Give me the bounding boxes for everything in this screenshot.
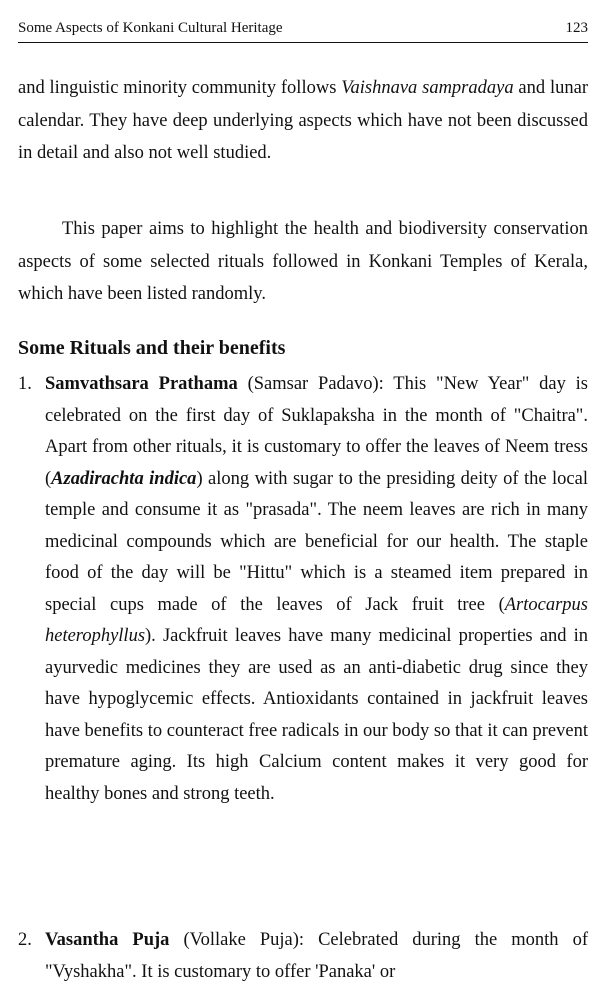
scientific-name: Azadirachta indica: [51, 468, 197, 489]
intro-term-vaishnava: Vaishnava sampradaya: [341, 78, 514, 98]
header-rule: [18, 42, 588, 43]
list-item-text: (Vollake Puja): Celebrated during the month of "Vyshakha". It is customary to offer 'Panaka' or: [45, 930, 588, 982]
list-item-term: Samvathsara Prathama: [45, 374, 238, 394]
scientific-name: Artocarpus heterophyllus: [45, 594, 588, 646]
section-heading: Some Rituals and their benefits: [18, 337, 286, 359]
list-item-number: 2.: [18, 930, 32, 950]
intro-text-1: and linguistic minority community follows: [18, 78, 342, 98]
running-head-title: Some Aspects of Konkani Cultural Heritage: [18, 20, 283, 36]
list-item-number: 1.: [18, 374, 32, 394]
aim-paragraph: This paper aims to highlight the health and biodiversity conservation aspects of some selected rituals followed in Konkani Temples of Kerala, which have been listed randomly.: [18, 219, 588, 304]
list-item-term: Vasantha Puja: [45, 930, 170, 950]
list-item-text: ) along with sugar to the presiding deity of the local temple and consume it as "prasada". The neem leaves are rich in many medicinal compounds which are beneficial for our health. The staple food of the day will be "Hittu" which is a steamed item prepared in special cups made of the leaves of Jack fruit tree (: [45, 468, 588, 615]
list-item-text: ). Jackfruit leaves have many medicinal properties and in ayurvedic medicines they are used as an anti-diabetic drug since they have hypoglycemic effects. Antioxidants contained in jackfruit leaves have benefits to counteract free radicals in our body so that it can prevent premature aging. Its high Calcium content makes it very good for healthy bones and strong teeth.: [45, 626, 588, 804]
list-item: [18, 925, 588, 988]
list-item-text: (Samsar Padavo): This "New Year" day is celebrated on the first day of Suklapaksha in the month of "Chaitra". Apart from other rituals, it is customary to offer the leaves of Neem tress (: [45, 374, 588, 489]
intro-text-2: and lunar calendar. They have deep underlying aspects which have not been discussed in detail and also not well studied.: [18, 78, 588, 163]
intro-paragraph: [18, 72, 588, 170]
list-item-body: [45, 925, 588, 988]
page-number: 123: [565, 20, 588, 36]
running-head: [18, 20, 588, 42]
list-item: [18, 369, 588, 810]
list-item-body: [45, 369, 588, 810]
